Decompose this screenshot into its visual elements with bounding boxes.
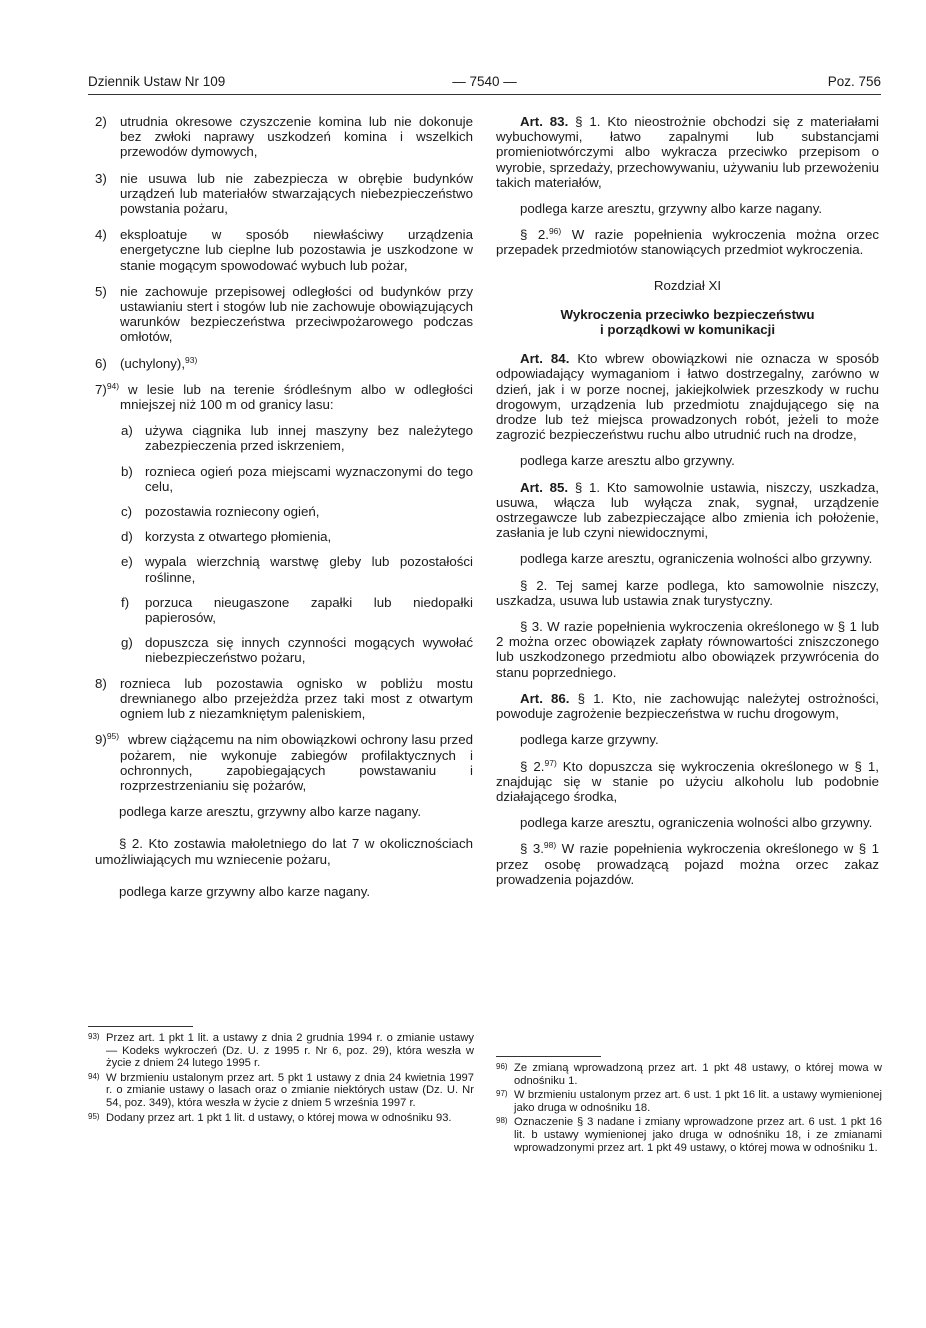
journal-title: Dziennik Ustaw Nr 109 <box>88 74 226 89</box>
paragraph: § 2. Tej samej karze podlega, kto samowolnie niszczy, uszkadza, usuwa lub ustawia znak turystyczny. <box>496 577 879 608</box>
sub-list-item: e) wypala wierzchnią warstwę gleby lub pozostałości roślinne, <box>121 554 473 585</box>
penalty-clause: podlega karze aresztu, ograniczenia wolności albo grzywny. <box>520 815 873 831</box>
footnote-rule <box>496 1056 601 1057</box>
chapter-title: Wykroczenia przeciwko bezpieczeństwu i porządkowi w komunikacji <box>560 306 815 338</box>
sub-list-item: a) używa ciągnika lub innej maszyny bez należytego zabezpieczenia przed iskrzeniem, <box>121 423 473 454</box>
article-86: Art. 86. § 1. Kto, nie zachowując należytej ostrożności, powoduje zagrożenie bezpieczeństwa w ruchu drogowym, <box>496 690 879 722</box>
footnote: 94) W brzmieniu ustalonym przez art. 5 pkt 1 ustawy z dnia 24 kwietnia 1997 r. o zmianie ustawy o lasach oraz o zmianie niektórych ustaw (Dz. U. Nr 54, poz. 349), która weszła w życie z dniem 5 września 1997 r. <box>88 1071 474 1109</box>
footnote: 96) Ze zmianą wprowadzoną przez art. 1 pkt 48 ustawy, o której mowa w odnośniku 1. <box>496 1062 882 1087</box>
list-item: 6) (uchylony),$^{93)}$ <box>95 354 198 371</box>
sub-list-item: b) roznieca ogień poza miejscami wyznaczonymi do tego celu, <box>121 463 473 494</box>
footnote: 93) Przez art. 1 pkt 1 lit. a ustawy z dnia 2 grudnia 1994 r. o zmianie ustawy — Kodeks wykroczeń (Dz. U. z 1995 r. Nr 6, poz. 29), która weszła w życie z dniem 24 lutego 1995 r. <box>88 1032 474 1070</box>
position-number: Poz. 756 <box>827 74 881 89</box>
footnote-ref: 98) <box>543 840 557 851</box>
penalty-clause: podlega karze aresztu, grzywny albo karze nagany. <box>520 201 823 217</box>
list-item: 4) eksploatuje w sposób niewłaściwy urządzenia energetyczne lub cieplne lub pozostawia je uszkodzone w stanie mogącym spowodować wybuch lub pożar, <box>95 227 473 273</box>
footnote-rule <box>88 1026 193 1027</box>
penalty-clause: podlega karze aresztu albo grzywny. <box>520 453 735 469</box>
penalty-clause: podlega karze grzywny. <box>520 732 659 748</box>
article-85: Art. 85. § 1. Kto samowolnie ustawia, niszczy, uszkadza, usuwa, włącza lub wyłącza znak, sygnał, urządzenie ostrzegawcze lub zabezpieczające albo zmienia ich położenie, zasłania je lub czyni niewidocznymi, <box>496 479 879 541</box>
page-number: — 7540 — <box>452 74 517 89</box>
list-item: 9)$^{95)}$ wbrew ciążącemu na nim obowiązkowi ochrony lasu przed pożarem, nie wykonuje zabiegów profilaktycznych i ochronnych, zapobiegających powstawaniu i rozprzestrzenianiu się pożarów, <box>95 731 473 793</box>
sub-list-item: g) dopuszcza się innych czynności mogących wywołać niebezpieczeństwo pożaru, <box>121 635 473 666</box>
article-84: Art. 84. Kto wbrew obowiązkowi nie oznacza w sposób odpowiadający wymaganiom i łatwo dostrzegalny, zarówno w dzień, jak i w porze nocnej, jakiejkolwiek przeszkody w ruchu drogowym, urządzenia lub przedmiotu znajdującego się na drodze lub też miejsca prowadzonych robót, jeżeli to może zagrozić bezpieczeństwu ruchu albo utrudnić ruch na drodze, <box>496 351 879 443</box>
penalty-clause: podlega karze aresztu, grzywny albo karze nagany. <box>119 804 422 820</box>
footnote: 97) W brzmieniu ustalonym przez art. 6 ust. 1 pkt 16 lit. a ustawy wymienionej jako druga w odnośniku 18. <box>496 1089 882 1114</box>
list-item: 3) nie usuwa lub nie zabezpiecza w obrębie budynków urządzeń lub materiałów stwarzających niebezpieczeństwo powstania pożaru, <box>95 170 473 217</box>
right-column <box>496 114 879 898</box>
list-item: 5) nie zachowuje przepisowej odległości od budynków przy ustawianiu stert i stogów lub nie zachowuje obowiązujących warunków bezpieczeństwa przeciwpożarowego podczas omłotów, <box>95 283 473 345</box>
sub-list-item: c) pozostawia rozniecony ogień, <box>121 504 320 520</box>
footnote-ref: 95) <box>106 731 120 742</box>
list-item: 7)$^{94)}$ w lesie lub na terenie śródleśnym albo w odległości mniejszej niż 100 m od granicy lasu: <box>95 380 473 413</box>
article-83: Art. 83. § 1. Kto nieostrożnie obchodzi się z materiałami wybuchowymi, łatwo zapalnymi lub substancjami promieniotwórczymi albo wykracza przeciwko przepisom o wyrobie, sprzedaży, przechowywaniu, używaniu lub przewożeniu takich materiałów, <box>496 114 879 190</box>
paragraph: § 2.$^{97)}$ Kto dopuszcza się wykroczenia określonego w § 1, znajdując się w stanie po użyciu alkoholu lub podobnie działającego środka, <box>496 757 879 804</box>
footnote: 95) Dodany przez art. 1 pkt 1 lit. d ustawy, o której mowa w odnośniku 93. <box>88 1111 452 1124</box>
footnote-ref: 96) <box>548 226 562 237</box>
list-item: 2) utrudnia okresowe czyszczenie komina lub nie dokonuje bez zwłoki naprawy uszkodzeń komina i wszelkich przewodów dymowych, <box>95 114 473 160</box>
paragraph: § 2. Kto zostawia małoletniego do lat 7 w okolicznościach umożliwiających mu wzniecenie pożaru, <box>95 836 473 867</box>
sub-list-item: d) korzysta z otwartego płomienia, <box>121 529 332 545</box>
list-item: 8) roznieca lub pozostawia ognisko w pobliżu mostu drewnianego albo przejeżdża przez taki most z otwartym ogniem lub z niezamkniętym paleniskiem, <box>95 675 473 722</box>
footnotes-left <box>88 1032 474 1126</box>
footnote-ref: 97) <box>544 757 557 768</box>
page-header <box>88 72 881 92</box>
footnotes-right <box>496 1062 882 1156</box>
header-rule <box>88 94 881 95</box>
paragraph: § 2.$^{96)}$ W razie popełnienia wykroczenia można orzec przepadek przedmiotów stanowiących przedmiot wykroczenia. <box>496 226 879 258</box>
paragraph: § 3.$^{98)}$ W razie popełnienia wykroczenia określonego w § 1 przez osobę prowadzącą pojazd można orzec zakaz prowadzenia pojazdów. <box>496 840 879 887</box>
penalty-clause: podlega karze grzywny albo karze nagany. <box>119 883 371 899</box>
chapter-number: Rozdział XI <box>653 277 722 293</box>
penalty-clause: podlega karze aresztu, ograniczenia wolności albo grzywny. <box>520 551 873 567</box>
footnote-ref: 94) <box>106 380 120 391</box>
sub-list-item: f) porzuca nieugaszone zapałki lub niedopałki papierosów, <box>121 594 473 626</box>
footnote: 98) Oznaczenie § 3 nadane i zmiany wprowadzone przez art. 6 ust. 1 pkt 16 lit. b ustawy wymienionej jako druga w odnośniku 18, i ze zmianami wprowadzonymi przez art. 1 pkt 49 ustawy, o której mowa w odnośniku 1. <box>496 1116 882 1154</box>
footnote-ref: 93) <box>185 354 198 365</box>
left-column <box>95 114 473 916</box>
paragraph: § 3. W razie popełnienia wykroczenia określonego w § 1 lub 2 można orzec obowiązek zapłaty równowartości zniszczonego lub uszkodzonego przedmiotu albo obowiązek przywrócenia do stanu poprzedniego. <box>496 619 879 680</box>
